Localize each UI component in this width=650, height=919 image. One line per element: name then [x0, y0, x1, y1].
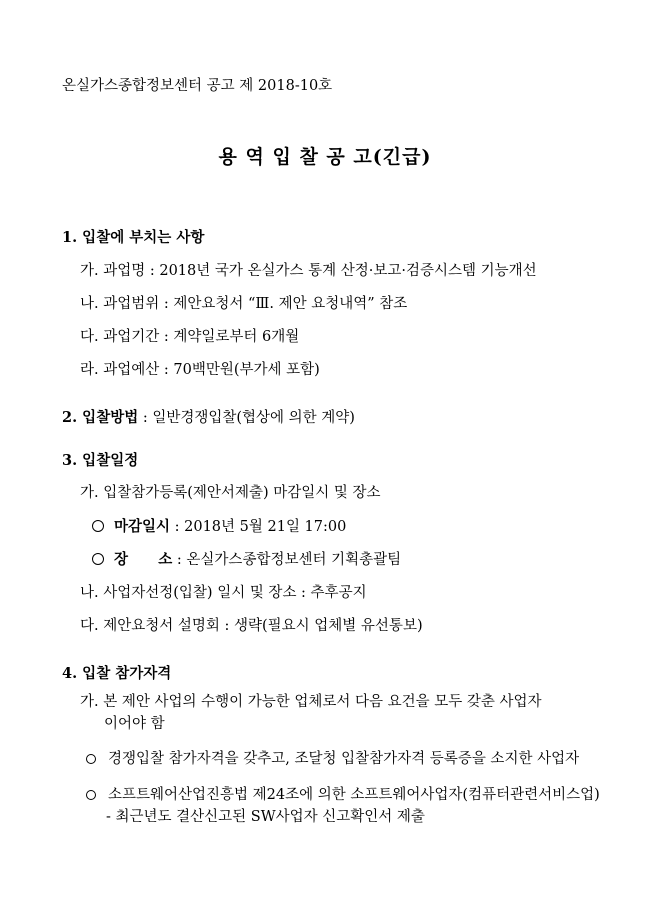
s3-item-na: 나. 사업자선정(입찰) 일시 및 장소 : 추후공지	[80, 585, 367, 601]
requirement-text: 경쟁입찰 참가자격을 갖추고, 조달청 입찰참가자격 등록증을 소지한 사업자	[108, 751, 580, 767]
circle-bullet-icon	[92, 520, 104, 532]
item-label: 나. 과업범위	[80, 296, 160, 312]
item-sep: :	[159, 329, 174, 345]
circle-bullet-icon	[92, 553, 104, 565]
item-value: 2018년 국가 온실가스 통계 산정·보고·검증시스템 기능개선	[159, 263, 537, 279]
s4-requirement-2	[86, 786, 600, 804]
place-value: : 온실가스종합정보센터 기획총괄팀	[172, 552, 402, 568]
section-4-heading: 4. 입찰 참가자격	[62, 665, 172, 682]
s4-requirement-1	[86, 750, 579, 768]
section-1-heading: 1. 입찰에 부치는 사항	[62, 229, 205, 246]
s3-deadline	[92, 518, 346, 536]
deadline-value: : 2018년 5월 21일 17:00	[170, 519, 347, 535]
s4-item-ga-line1: 가. 본 제안 사업의 수행이 가능한 업체로서 다음 요건을 모두 갖춘 사업자	[80, 694, 542, 710]
s3-item-da: 다. 제안요청서 설명회 : 생략(필요시 업체별 유선통보)	[80, 618, 423, 634]
circle-bullet-icon	[86, 754, 96, 764]
s1-item-period	[80, 328, 299, 346]
section-2-sep: :	[138, 410, 153, 426]
section-3-heading: 3. 입찰일정	[62, 452, 139, 469]
section-2	[62, 409, 355, 427]
s4-requirement-2-sub: - 최근년도 결산신고된 SW사업자 신고확인서 제출	[106, 809, 425, 825]
item-value: 70백만원(부가세 포함)	[173, 362, 320, 378]
s1-item-task-name	[80, 262, 537, 280]
page-title: 용 역 입 찰 공 고(긴급)	[218, 146, 432, 168]
s1-item-scope	[80, 295, 407, 313]
item-sep: :	[159, 362, 174, 378]
place-label: 장 소	[114, 551, 173, 568]
s4-item-ga-line2: 이어야 함	[104, 716, 165, 732]
item-label: 다. 과업기간	[80, 329, 160, 345]
s3-place	[92, 551, 401, 569]
deadline-label: 마감일시	[114, 518, 171, 535]
item-sep: :	[159, 296, 174, 312]
requirement-text: 소프트웨어산업진흥법 제24조에 의한 소프트웨어사업자(컴퓨터관련서비스업)	[108, 787, 600, 803]
item-label: 가. 과업명	[80, 263, 146, 279]
section-2-heading: 2. 입찰방법	[62, 409, 139, 426]
notice-number: 온실가스종합정보센터 공고 제 2018-10호	[62, 78, 333, 94]
section-2-value: 일반경쟁입찰(협상에 의한 계약)	[152, 410, 355, 426]
s1-item-budget	[80, 361, 320, 379]
s3-item-ga: 가. 입찰참가등록(제안서제출) 마감일시 및 장소	[80, 485, 381, 501]
item-label: 라. 과업예산	[80, 362, 160, 378]
circle-bullet-icon	[86, 790, 96, 800]
item-value: 계약일로부터 6개월	[173, 329, 300, 345]
item-value: 제안요청서 “Ⅲ. 제안 요청내역” 참조	[173, 296, 408, 312]
item-sep: :	[145, 263, 160, 279]
